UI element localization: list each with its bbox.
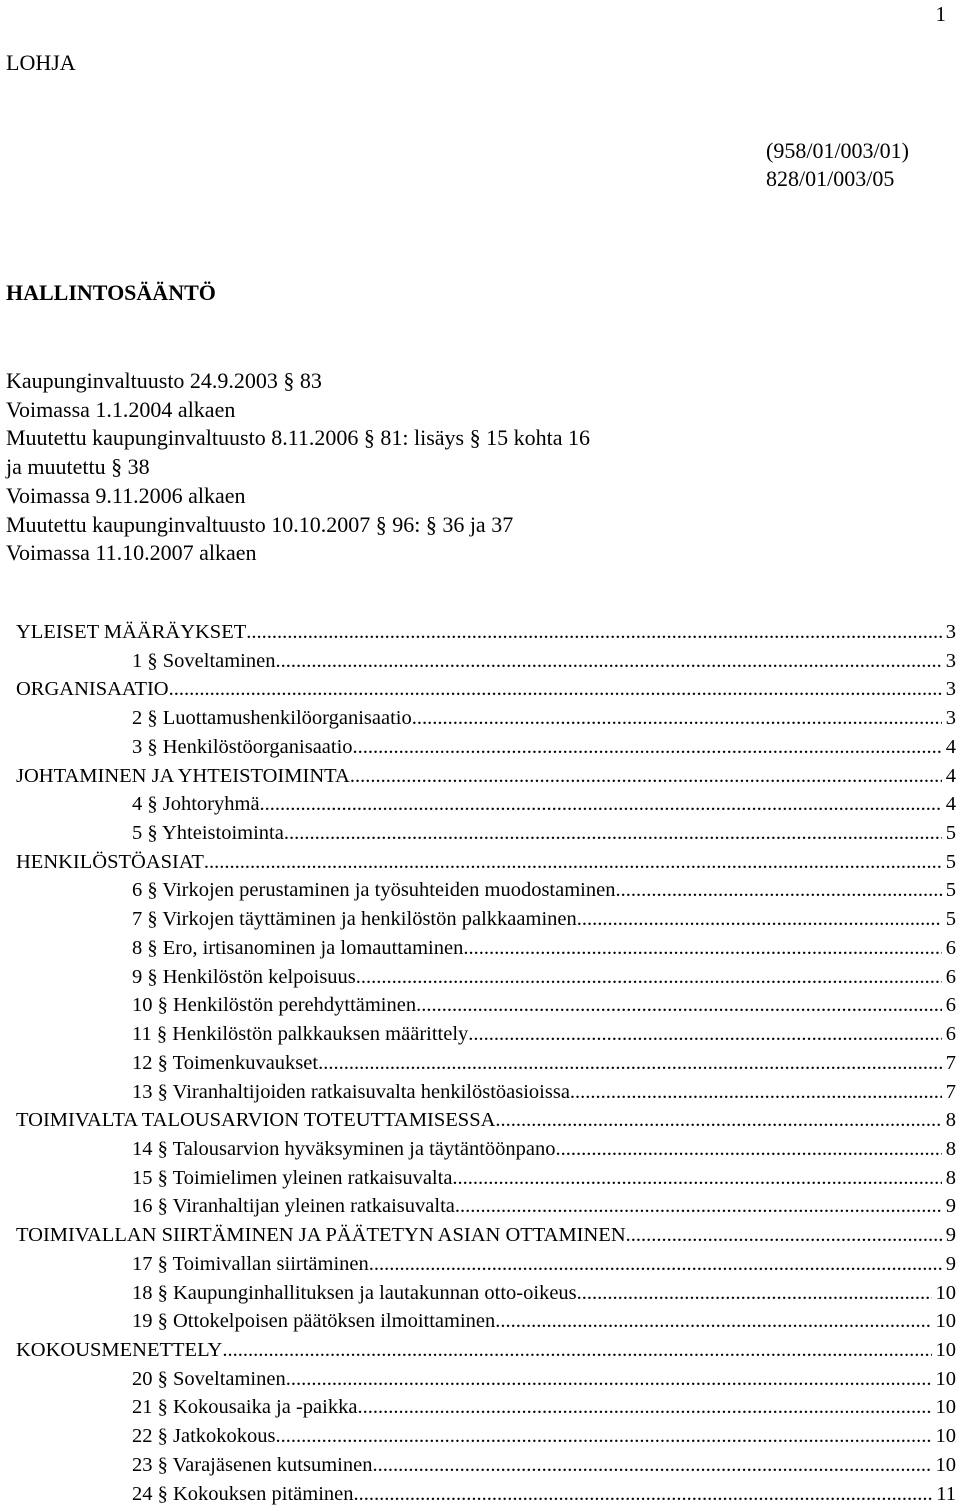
toc-page-number: 5 — [945, 822, 956, 845]
toc-page-number: 10 — [935, 1281, 956, 1304]
toc-entry[interactable] — [16, 1310, 956, 1339]
toc-label: 3 § Henkilöstöorganisaatio — [132, 735, 353, 758]
toc-leader-dots — [353, 736, 942, 759]
reference-number: 828/01/003/05 — [766, 166, 895, 191]
toc-page-number: 3 — [945, 621, 956, 643]
toc-page-number: 6 — [945, 936, 956, 959]
reference-number-old: (958/01/003/01) — [766, 138, 909, 163]
document-title: HALLINTOSÄÄNTÖ — [6, 280, 216, 305]
toc-heading[interactable] — [16, 851, 956, 880]
toc-entry[interactable] — [16, 736, 956, 765]
toc-label: 13 § Viranhaltijoiden ratkaisuvalta henkilöstöasioissa — [132, 1080, 570, 1103]
toc-entry[interactable] — [16, 1454, 956, 1483]
toc-leader-dots — [369, 1253, 942, 1276]
toc-label: ORGANISAATIO — [16, 678, 169, 701]
toc-leader-dots — [286, 1368, 932, 1391]
toc-leader-dots — [412, 707, 942, 730]
toc-label: 7 § Virkojen täyttäminen ja henkilöstön palkkaaminen — [132, 908, 577, 931]
toc-entry[interactable] — [16, 937, 956, 966]
toc-page-number: 9 — [945, 1224, 956, 1247]
toc-label: 8 § Ero, irtisanominen ja lomauttaminen — [132, 936, 464, 959]
toc-label: 20 § Soveltaminen — [132, 1367, 286, 1390]
history-line: ja muutettu § 38 — [6, 454, 150, 480]
toc-entry[interactable] — [16, 1195, 956, 1224]
toc-page-number: 10 — [935, 1367, 956, 1390]
toc-label: YLEISET MÄÄRÄYKSET — [16, 621, 247, 643]
toc-page-number: 3 — [945, 649, 956, 672]
history-line: Muutettu kaupunginvaltuusto 10.10.2007 § 96: § 36 ja 37 — [6, 511, 514, 537]
toc-leader-dots — [615, 879, 941, 902]
toc-label: TOIMIVALTA TALOUSARVION TOTEUTTAMISESSA — [16, 1109, 496, 1132]
toc-page-number: 11 — [936, 1482, 956, 1505]
toc-leader-dots — [555, 1138, 941, 1161]
toc-heading[interactable] — [16, 1109, 956, 1138]
toc-label: 24 § Kokouksen pitäminen — [132, 1482, 354, 1505]
toc-leader-dots — [570, 1081, 942, 1104]
toc-entry[interactable] — [16, 1425, 956, 1454]
toc-leader-dots — [204, 851, 942, 874]
toc-page-number: 8 — [945, 1166, 956, 1189]
toc-entry[interactable] — [16, 1023, 956, 1052]
toc-leader-dots — [169, 678, 942, 701]
toc-label: 6 § Virkojen perustaminen ja työsuhteiden muodostaminen — [132, 879, 616, 902]
toc-label: 21 § Kokousaika ja -paikka — [132, 1396, 358, 1419]
toc-entry[interactable] — [16, 908, 956, 937]
toc-label: 10 § Henkilöstön perehdyttäminen — [132, 994, 417, 1017]
toc-leader-dots — [318, 1052, 942, 1075]
toc-entry[interactable] — [16, 793, 956, 822]
toc-page-number: 8 — [945, 1137, 956, 1160]
toc-entry[interactable] — [16, 879, 956, 908]
toc-heading[interactable] — [16, 678, 956, 707]
toc-label: 18 § Kaupunginhallituksen ja lautakunnan otto-oikeus — [132, 1281, 577, 1304]
toc-page-number: 10 — [935, 1453, 956, 1476]
toc-label: 17 § Toimivallan siirtäminen — [132, 1252, 369, 1275]
toc-entry[interactable] — [16, 1368, 956, 1397]
toc-leader-dots — [275, 650, 941, 673]
toc-page-number: 3 — [945, 678, 956, 701]
toc-page-number: 9 — [945, 1195, 956, 1218]
toc-leader-dots — [350, 765, 942, 788]
toc-page-number: 6 — [945, 1023, 956, 1046]
toc-label: 11 § Henkilöstön palkkauksen määrittely — [132, 1023, 469, 1046]
toc-entry[interactable] — [16, 1167, 956, 1196]
toc-leader-dots — [495, 1109, 941, 1132]
toc-page-number: 7 — [945, 1051, 956, 1074]
toc-page-number: 10 — [935, 1338, 956, 1361]
toc-page-number: 4 — [945, 735, 956, 758]
toc-entry[interactable] — [16, 707, 956, 736]
toc-label: 14 § Talousarvion hyväksyminen ja täytäntöönpano — [132, 1137, 556, 1160]
toc-label: 23 § Varajäsenen kutsuminen — [132, 1453, 373, 1476]
toc-leader-dots — [463, 937, 941, 960]
toc-page-number: 4 — [945, 793, 956, 816]
toc-leader-dots — [577, 908, 942, 931]
toc-page-number: 5 — [945, 850, 956, 873]
toc-page-number: 6 — [945, 994, 956, 1017]
toc-page-number: 10 — [935, 1310, 956, 1333]
toc-entry[interactable] — [16, 1253, 956, 1282]
toc-page-number: 5 — [945, 879, 956, 902]
toc-entry[interactable] — [16, 1282, 956, 1311]
toc-label: HENKILÖSTÖASIAT — [16, 850, 204, 873]
toc-entry[interactable] — [16, 650, 956, 679]
toc-page-number: 9 — [945, 1252, 956, 1275]
toc-leader-dots — [372, 1454, 931, 1477]
toc-label: 19 § Ottokelpoisen päätöksen ilmoittaminen — [132, 1310, 496, 1333]
history-line: Voimassa 9.11.2006 alkaen — [6, 482, 246, 508]
toc-label: KOKOUSMENETTELY — [16, 1338, 223, 1361]
toc-leader-dots — [416, 994, 942, 1017]
toc-leader-dots — [222, 1339, 931, 1362]
toc-label: 2 § Luottamushenkilöorganisaatio — [132, 707, 412, 730]
toc-leader-dots — [356, 966, 942, 989]
history-line: Voimassa 11.10.2007 alkaen — [6, 540, 257, 566]
toc-entry[interactable] — [16, 822, 956, 851]
toc-page-number: 3 — [945, 707, 956, 730]
history-line: Kaupunginvaltuusto 24.9.2003 § 83 — [6, 368, 322, 393]
toc-label: 5 § Yhteistoiminta — [132, 822, 284, 845]
municipality-name: LOHJA — [6, 50, 76, 75]
toc-entry[interactable] — [16, 1052, 956, 1081]
toc-leader-dots — [246, 621, 942, 644]
toc-page-number: 10 — [935, 1425, 956, 1448]
toc-label: TOIMIVALLAN SIIRTÄMINEN JA PÄÄTETYN ASIAN OTTAMINEN — [16, 1224, 626, 1247]
toc-entry[interactable] — [16, 1081, 956, 1110]
toc-entry[interactable] — [16, 1138, 956, 1167]
toc-entry[interactable] — [16, 1396, 956, 1425]
toc-label: 15 § Toimielimen yleinen ratkaisuvalta — [132, 1166, 453, 1189]
toc-page-number: 7 — [945, 1080, 956, 1103]
toc-heading[interactable] — [16, 765, 956, 794]
toc-page-number: 10 — [935, 1396, 956, 1419]
toc-page-number: 6 — [945, 965, 956, 988]
toc-leader-dots — [357, 1396, 931, 1419]
toc-label: 1 § Soveltaminen — [132, 649, 276, 672]
toc-leader-dots — [276, 1425, 932, 1448]
table-of-contents — [16, 621, 956, 1511]
toc-label: 16 § Viranhaltijan yleinen ratkaisuvalta — [132, 1195, 455, 1218]
toc-leader-dots — [455, 1195, 942, 1218]
toc-leader-dots — [626, 1224, 942, 1247]
toc-page-number: 8 — [945, 1109, 956, 1132]
toc-label: 4 § Johtoryhmä — [132, 793, 260, 816]
toc-leader-dots — [354, 1483, 933, 1506]
toc-label: 12 § Toimenkuvaukset — [132, 1051, 319, 1074]
history-line: Muutettu kaupunginvaltuusto 8.11.2006 § 81: lisäys § 15 kohta 16 — [6, 425, 590, 451]
toc-label: JOHTAMINEN JA YHTEISTOIMINTA — [16, 764, 350, 787]
toc-heading[interactable] — [16, 1339, 956, 1368]
toc-leader-dots — [495, 1310, 931, 1333]
toc-heading[interactable] — [16, 621, 956, 650]
toc-entry[interactable] — [16, 1483, 956, 1511]
toc-entry[interactable] — [16, 966, 956, 995]
toc-label: 9 § Henkilöstön kelpoisuus — [132, 965, 356, 988]
toc-page-number: 5 — [945, 908, 956, 931]
toc-leader-dots — [468, 1023, 941, 1046]
toc-label: 22 § Jatkokokous — [132, 1425, 276, 1448]
toc-leader-dots — [577, 1282, 932, 1305]
toc-entry[interactable] — [16, 994, 956, 1023]
toc-leader-dots — [284, 822, 942, 845]
toc-page-number: 4 — [945, 764, 956, 787]
toc-heading[interactable] — [16, 1224, 956, 1253]
toc-leader-dots — [260, 793, 942, 816]
history-line: Voimassa 1.1.2004 alkaen — [6, 396, 236, 422]
page-number: 1 — [935, 2, 946, 26]
toc-leader-dots — [452, 1167, 941, 1190]
amendment-history — [6, 367, 590, 568]
